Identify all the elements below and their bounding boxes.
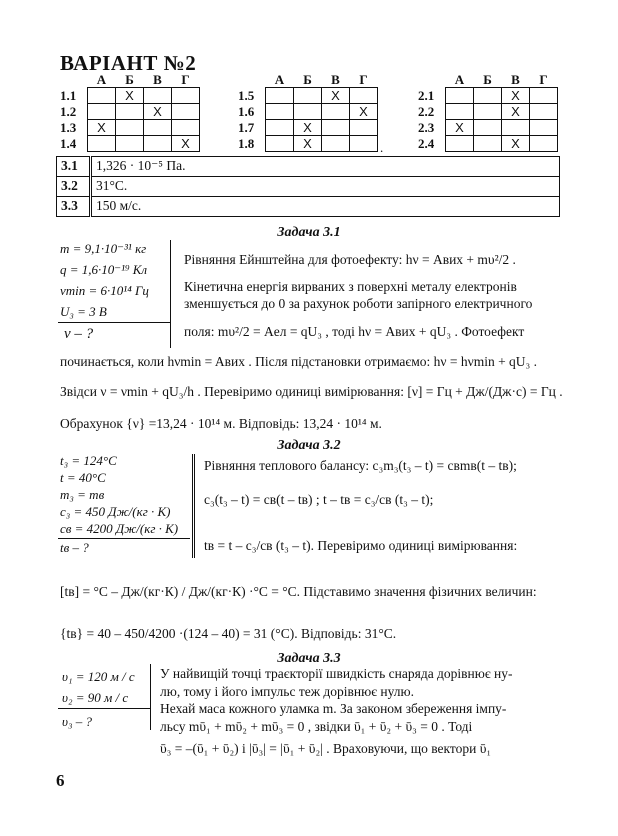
grid-row-label: 1.6 [238, 104, 255, 119]
grid-cell [474, 88, 502, 104]
separator-dot: . [380, 140, 384, 155]
grid-cell: X [502, 88, 530, 104]
task-3-1-line-1: Рівняння Ейнштейна для фотоефекту: hν = Aвих + mυ²/2 . [184, 252, 516, 267]
grid-row-label: 2.4 [418, 136, 435, 151]
grid-row [418, 88, 558, 104]
grid-column-header: Г [181, 72, 190, 87]
given-line: c₃ = 450 Дж/(кг · К) [60, 504, 171, 519]
answer-grid-2 [238, 72, 378, 152]
grid-cell [474, 136, 502, 152]
grid-row [60, 136, 200, 152]
find-line: ν – ? [64, 326, 94, 342]
grid-cell [266, 88, 294, 104]
grid-column-header: А [274, 72, 285, 87]
grid-cell [88, 88, 116, 104]
grid-corner [418, 72, 446, 88]
variant-title: ВАРІАНТ №2 [60, 51, 197, 75]
task-3-2-line-5: {tв} = 40 – 450/4200 ·(124 – 40) = 31 (°С). Відповідь: 31°С. [60, 626, 397, 641]
grid-cell [446, 104, 474, 120]
grid-cell [322, 136, 350, 152]
task-3-2-line-3: tв = t – c₃/cв (t₃ – t). Перевіримо одиниці вимірювання: [204, 538, 518, 553]
grid-row [418, 104, 558, 120]
task-3-1-line-5: починається, коли hνmin = Aвих . Після підстановки отримаємо: hν = hνmin + qU₃ . [60, 354, 538, 369]
task-3-3-line-5: ῡ₃ = –(ῡ₁ + ῡ₂) і |ῡ₃| = |ῡ₁ + ῡ₂| . Враховуючи, що вектори ῡ₁ [160, 741, 492, 756]
grid-cell [144, 120, 172, 136]
grid-row-label: 1.3 [60, 120, 77, 135]
task-3-1-line-7: Обрахунок {ν} =13,24 · 10¹⁴ м. Відповідь: 13,24 · 10¹⁴ м. [60, 416, 382, 431]
grid-row-label: 1.4 [60, 136, 77, 151]
grid-row [238, 136, 378, 152]
grid-cell: X [502, 136, 530, 152]
grid-column-header: Г [359, 72, 368, 87]
grid-row-label: 1.7 [238, 120, 255, 135]
grid-column-header: В [511, 72, 520, 87]
grid-cell [446, 88, 474, 104]
task-3-3-line-1: У найвищій точці траєкторії швидкість снаряда дорівнює ну- [160, 666, 513, 681]
given-line: cв = 4200 Дж/(кг · К) [60, 521, 179, 536]
grid-cell [474, 120, 502, 136]
grid-column-header: А [96, 72, 107, 87]
given-border [150, 664, 151, 730]
grid-column-header: Б [303, 72, 312, 87]
grid-header-row [238, 72, 378, 88]
task-3-3-line-3: Нехай маса кожного уламка m. За законом збереження імпу- [160, 701, 507, 716]
grid-column-header: Г [539, 72, 548, 87]
answer-grid-1 [60, 72, 200, 152]
grid-row [60, 120, 200, 136]
grid-cell: X [294, 136, 322, 152]
grid-cell [116, 136, 144, 152]
given-divider [58, 708, 150, 709]
grid-cell [116, 104, 144, 120]
grid-column-header: В [331, 72, 340, 87]
find-line: tв – ? [60, 540, 89, 555]
grid-row-label: 1.2 [60, 104, 77, 119]
task-3-2-line-1: Рівняння теплового балансу: c₃m₃(t₃ – t) = cвmв(t – tв); [204, 458, 517, 473]
grid-cell [474, 104, 502, 120]
task-3-1-line-3: зменшується до 0 за рахунок роботи запірного електричного [184, 296, 533, 311]
grid-cell: X [502, 104, 530, 120]
grid-cell [350, 136, 378, 152]
given-line: t = 40°С [60, 470, 106, 485]
answer-row [57, 197, 560, 217]
answer-num: 3.2 [57, 177, 91, 197]
answer-value: 150 м/с. [91, 197, 560, 217]
grid-row-label: 2.3 [418, 120, 435, 135]
grid-cell [446, 136, 474, 152]
grid-cell: X [446, 120, 474, 136]
grid-cell [172, 120, 200, 136]
grid-row [60, 88, 200, 104]
grid-cell [266, 104, 294, 120]
grid-column-header: Б [483, 72, 492, 87]
task-3-1-heading: Задача 3.1 [277, 225, 341, 240]
task-3-2-line-4: [tв] = °С – Дж/(кг·К) / Дж/(кг·К) ·°С = °С. Підставимо значення фізичних величин: [60, 584, 537, 599]
answer-value: 1,326 · 10⁻⁵ Па. [91, 157, 560, 177]
grid-corner [238, 72, 266, 88]
grid-cell [350, 120, 378, 136]
grid-cell: X [350, 104, 378, 120]
task-3-2-given [60, 452, 178, 556]
grid-corner [60, 72, 88, 88]
task-3-2-line-2: c₃(t₃ – t) = cв(t – tв) ; t – tв = c₃/cв (t₃ – t); [204, 492, 434, 507]
task-3-3-line-4: льсу mῡ₁ + mῡ₂ + mῡ₃ = 0 , звідки ῡ₁ + ῡ₂ + ῡ₃ = 0 . Тоді [160, 719, 473, 734]
answer-row [57, 157, 560, 177]
grid-row-label: 1.5 [238, 88, 255, 103]
grid-cell [116, 120, 144, 136]
grid-row [60, 104, 200, 120]
grid-cell [172, 104, 200, 120]
grid-row [238, 120, 378, 136]
grid-cell [530, 104, 558, 120]
given-line: m₃ = mв [60, 487, 105, 502]
grid-row-label: 2.1 [418, 88, 435, 103]
grid-column-header: В [153, 72, 162, 87]
grid-row [418, 136, 558, 152]
grid-cell [322, 120, 350, 136]
task-3-3-line-2: лю, тому і його імпульс теж дорівнює нулю. [160, 684, 414, 699]
grid-cell [530, 88, 558, 104]
task-3-1-line-6: Звідси ν = νmin + qU₃/h . Перевіримо одиниці вимірювання: [ν] = Гц + Дж/(Дж·с) = Гц . [60, 384, 563, 399]
given-border [170, 240, 171, 348]
grid-row-label: 1.1 [60, 88, 77, 103]
grid-cell [88, 104, 116, 120]
answer-row [57, 177, 560, 197]
page-number: 6 [56, 771, 65, 790]
grid-row-label: 2.2 [418, 104, 435, 119]
grid-cell: X [116, 88, 144, 104]
grid-column-header: А [454, 72, 465, 87]
grid-cell [294, 88, 322, 104]
grid-cell: X [88, 120, 116, 136]
grid-header-row [60, 72, 200, 88]
given-line: υ₁ = 120 м / с [62, 669, 135, 684]
grid-row [418, 120, 558, 136]
answer-grid-3 [418, 72, 558, 152]
given-line: υ₂ = 90 м / с [62, 690, 129, 705]
grid-header-row [418, 72, 558, 88]
grid-cell: X [294, 120, 322, 136]
grid-cell: X [322, 88, 350, 104]
answer-num: 3.1 [57, 157, 91, 177]
find-line: υ₃ – ? [62, 714, 92, 729]
given-line: q = 1,6·10⁻¹⁹ Кл [60, 262, 148, 277]
grid-cell: X [172, 136, 200, 152]
answer-num: 3.3 [57, 197, 91, 217]
grid-cell: X [144, 104, 172, 120]
grid-cell [322, 104, 350, 120]
task-3-1-line-4: поля: mυ²/2 = Aел = qU₃ , тоді hν = Aвих + qU₃ . Фотоефект [184, 324, 525, 339]
answer-value: 31°С. [91, 177, 560, 197]
task-3-2-heading: Задача 3.2 [277, 438, 341, 453]
given-border [192, 454, 195, 558]
grid-row-label: 1.8 [238, 136, 255, 151]
grid-column-header: Б [125, 72, 134, 87]
grid-cell [502, 120, 530, 136]
grid-cell [530, 120, 558, 136]
task-3-3-heading: Задача 3.3 [277, 651, 341, 666]
grid-cell [350, 88, 378, 104]
answers-table [56, 156, 560, 217]
grid-row [238, 88, 378, 104]
grid-cell [266, 136, 294, 152]
given-line: t₃ = 124°С [60, 453, 117, 468]
task-3-1-line-2: Кінетична енергія вирваних з поверхні металу електронів [184, 279, 517, 294]
given-line: νmin = 6·10¹⁴ Гц [60, 283, 149, 298]
grid-cell [144, 88, 172, 104]
grid-cell [172, 88, 200, 104]
grid-cell [266, 120, 294, 136]
grid-row [238, 104, 378, 120]
task-3-3-given [62, 666, 135, 732]
task-3-1-given [60, 238, 149, 345]
grid-cell [144, 136, 172, 152]
grid-cell [88, 136, 116, 152]
given-line: m = 9,1·10⁻³¹ кг [60, 241, 147, 256]
grid-cell [294, 104, 322, 120]
given-line: U₃ = 3 В [60, 304, 107, 319]
grid-cell [530, 136, 558, 152]
given-divider [58, 538, 190, 539]
given-divider [58, 322, 170, 323]
